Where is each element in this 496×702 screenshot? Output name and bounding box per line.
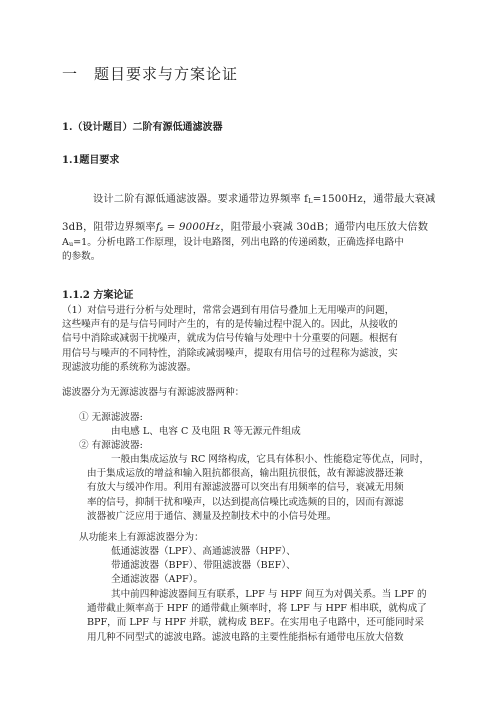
list-item: 低通滤波器（LPF）、高通滤波器（HPF）、 — [111, 546, 296, 557]
requirements-line-1: 设计二阶有源低通滤波器。要求通带边界频率 $f_L=1500Hz$，通带最大衰减 — [93, 194, 436, 205]
paragraph-line: 信号中消除或减弱干扰噪声，就成为信号传输与处理中十分重要的问题。根据有 — [62, 333, 398, 345]
paragraph-line: 通带截止频率高于 HPF 的通带截止频率时，将 LPF 与 HPF 相串联，就构成了 — [87, 603, 427, 615]
paragraph-line: 用几种不同型式的滤波电路。滤波电路的主要性能指标有通带电压放大倍数 — [87, 631, 404, 643]
requirements-heading: 1.1题目要求 — [62, 155, 120, 166]
paragraph-line: 用信号与噪声的不同特性，消除或减弱噪声，提取有用信号的过程称为滤波，实 — [62, 347, 398, 359]
section-heading — [62, 64, 238, 84]
intro-paragraph — [62, 304, 434, 375]
paragraph-line: （1）对信号进行分析与处理时，常常会遇到有用信号叠加上无用噪声的问题， — [62, 305, 395, 316]
function-list — [111, 545, 483, 588]
paragraph-line: 波器被广泛应用于通信、测量及控制技术中的小信号处理。 — [87, 510, 337, 522]
active-filter-desc — [87, 453, 459, 524]
paragraph-line: 其中前四种滤波器间互有联系，LPF 与 HPF 间互为对偶关系。当 LPF 的 — [111, 589, 427, 600]
requirements-line-4: 的参数。 — [62, 251, 101, 262]
paragraph-line: 有放大与缓冲作用。利用有源滤波器可以突出有用频率的信号，衰减无用频 — [87, 482, 404, 494]
passive-filter-title: ① 无源滤波器: — [79, 412, 143, 423]
section-title: 题目要求与方案论证 — [94, 65, 239, 83]
paragraph-line: 由于集成运放的增益和输入阻抗都很高，输出阻抗很低，故有源滤波器还兼 — [87, 468, 404, 480]
list-item: 全通滤波器（APF）。 — [111, 574, 203, 586]
filter-types-intro: 滤波器分为无源滤波器与有源滤波器两种： — [62, 387, 245, 398]
list-item: 带通滤波器（BPF）、带阻滤波器（BEF）、 — [111, 560, 296, 572]
section-number: 一 — [62, 65, 79, 83]
requirements-line-3: $A_u=1$。分析电路工作原理，设计电路图，列出电路的传递函数，正确选择电路中 — [62, 237, 404, 248]
scheme-heading: 1.1.2 方案论证 — [62, 290, 134, 301]
stopband-formula: $f_s = 9000Hz$ — [155, 222, 221, 233]
function-intro: 从功能来上有源滤波器分为： — [79, 532, 204, 543]
paragraph-line: 现滤波功能的系统称为滤波器。 — [62, 361, 197, 373]
requirements-line-2: 3dB，阻带边界频率$f_s = 9000Hz$，阻带最小衰减 30dB；通带内电压放大倍数 — [62, 222, 429, 233]
design-topic-heading: 1.（设计题目）二阶有源低通滤波器 — [62, 122, 223, 133]
paragraph-line: BPF，而 LPF 与 HPF 并联，就构成 BEF。在实用电子电路中，还可能同时采 — [87, 617, 424, 629]
paragraph-line: 这些噪声有的是与信号同时产生的，有的是传输过程中混入的。因此，从接收的 — [62, 319, 398, 331]
final-paragraph — [87, 588, 459, 645]
passive-filter-desc: 由电感 L、电容 C 及电阻 R 等无源元件组成 — [111, 426, 301, 437]
paragraph-line: 率的信号，抑制干扰和噪声，以达到提高信噪比或选频的目的，因而有源滤 — [87, 496, 404, 508]
active-filter-title: ② 有源滤波器: — [79, 440, 143, 451]
paragraph-line: 一般由集成运放与 RC 网络构成，它具有体积小、性能稳定等优点，同时， — [111, 454, 430, 465]
